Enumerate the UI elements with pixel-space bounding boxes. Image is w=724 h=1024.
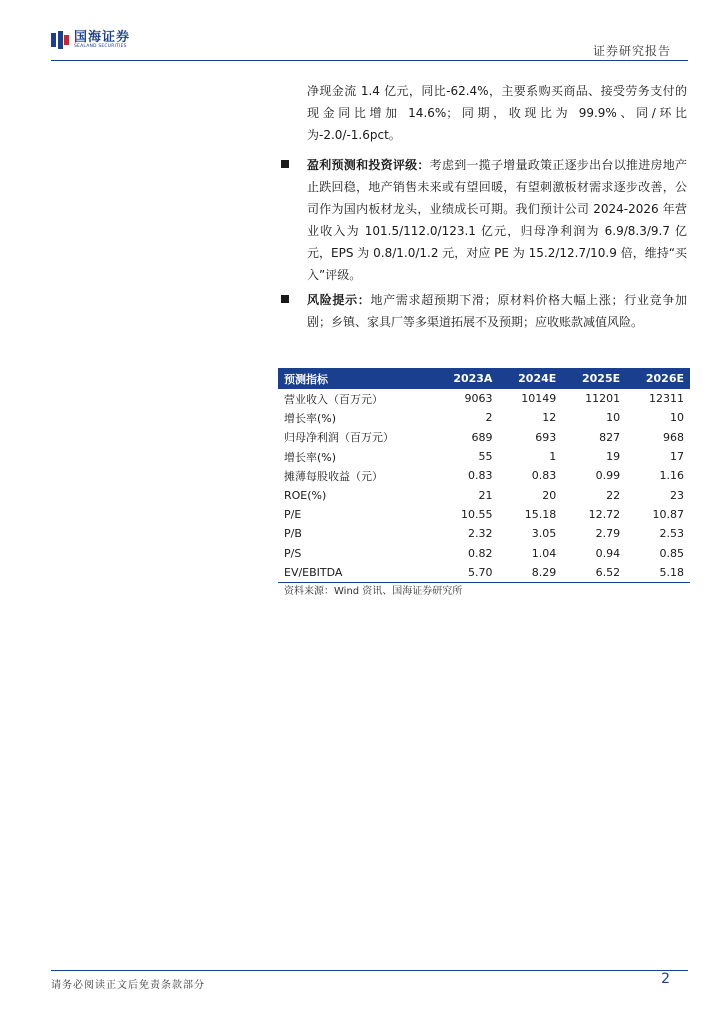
page-number: 2 <box>661 971 670 987</box>
table-cell: 0.82 <box>467 546 493 560</box>
table-cell: 营业收入（百万元） <box>284 392 383 406</box>
table-cell: 3.05 <box>531 527 557 541</box>
continued-paragraph: 净现金流 1.4 亿元，同比-62.4%，主要系购买商品、接受劳务支付的现金同比增加 14.6%；同期，收现比为 99.9%、同/环比为-2.0/-1.6pct。 <box>307 84 687 142</box>
table-source: 资料来源：Wind 资讯、国海证券研究所 <box>284 586 463 597</box>
table-row <box>278 524 690 543</box>
table-cell: 5.18 <box>626 563 690 583</box>
footer-divider <box>51 970 688 971</box>
table-cell: ROE(%) <box>284 488 327 502</box>
table-cell: P/B <box>284 527 302 541</box>
table-cell: 10 <box>606 411 621 425</box>
company-logo <box>51 31 130 50</box>
table-cell: 2 <box>485 411 493 425</box>
table-cell: 8.29 <box>498 563 562 583</box>
bullet-square-icon <box>281 160 289 168</box>
table-cell: 0.85 <box>659 546 684 560</box>
risk-body: 地产需求超预期下滑；原材料价格大幅上涨；行业竞争加剧；乡镇、家具厂等多渠道拓展不及预期；应收账款减值风险。 <box>307 293 687 329</box>
table-cell: 2.79 <box>595 527 621 541</box>
table-row <box>278 543 690 562</box>
table-cell: P/S <box>284 546 302 560</box>
table-cell: 693 <box>535 430 557 444</box>
risk-label: 风险提示： <box>307 293 371 307</box>
table-header-cell: 2026E <box>626 368 690 389</box>
table-cell: 15.18 <box>524 507 557 521</box>
page-header <box>0 0 724 62</box>
table-header-cell: 2023A <box>433 368 498 389</box>
forecast-body: 考虑到一揽子增量政策正逐步出台以推进房地产止跌回稳，地产销售未来或有望回暖，有望刺激板材需求逐步改善，公司作为国内板材龙头，业绩成长可期。我们预计公司 2024-2026 年营业收入为 101.5/112.0/123.1 亿元，归母净利润为 6.9/8.3/9.7 亿元，EPS 为 0.8/1.0/1.2 元，对应 PE 为 15.2/12.7/10.9 倍，维持“买入”评级。 <box>307 158 687 282</box>
table-row <box>278 428 690 447</box>
table-cell: 55 <box>478 450 493 464</box>
forecast-table <box>278 368 690 583</box>
table-cell: 2.53 <box>659 527 684 541</box>
table-cell: 5.70 <box>433 563 498 583</box>
header-divider <box>51 60 688 61</box>
table-header-row <box>278 368 690 389</box>
table-cell: 0.83 <box>467 469 493 483</box>
table-cell: 689 <box>471 430 493 444</box>
table-cell: 12 <box>542 411 557 425</box>
table-row <box>278 408 690 427</box>
table-cell: 12.72 <box>588 507 621 521</box>
table-row <box>278 466 690 485</box>
table-cell: 2.32 <box>467 527 493 541</box>
table-cell: 22 <box>606 488 621 502</box>
logo-name-en: SEALAND SECURITIES <box>74 44 127 49</box>
table-cell: 19 <box>606 450 621 464</box>
document-type: 证券研究报告 <box>592 44 671 58</box>
table-cell: 21 <box>478 488 493 502</box>
table-cell: 0.83 <box>531 469 557 483</box>
table-header-cell: 2024E <box>498 368 562 389</box>
table-cell: EV/EBITDA <box>278 563 433 583</box>
table-cell: 9063 <box>464 392 493 406</box>
table-row <box>278 485 690 504</box>
table-row <box>278 447 690 466</box>
table-header-cell: 预测指标 <box>278 368 433 389</box>
table-cell: 1 <box>549 450 557 464</box>
table-cell: 0.94 <box>595 546 621 560</box>
forecast-label: 盈利预测和投资评级： <box>307 158 430 172</box>
table-cell: 10149 <box>521 392 557 406</box>
table-cell: 11201 <box>585 392 621 406</box>
risk-section <box>281 289 687 333</box>
table-cell: P/E <box>284 507 302 521</box>
logo-name-cn: 国海证券 <box>74 30 131 45</box>
table-cell: 10.87 <box>652 507 684 521</box>
table-cell: 1.04 <box>531 546 557 560</box>
forecast-section <box>281 154 687 286</box>
table-cell: 23 <box>670 488 684 502</box>
table-cell: 827 <box>599 430 621 444</box>
table-cell: 17 <box>670 450 684 464</box>
disclaimer-note: 请务必阅读正文后免责条款部分 <box>51 980 205 991</box>
table-row <box>278 563 690 583</box>
table-row <box>278 389 690 408</box>
table-cell: 0.99 <box>595 469 621 483</box>
table-cell: 6.52 <box>562 563 626 583</box>
table-cell: 归母净利润（百万元） <box>284 431 394 445</box>
table-cell: 20 <box>542 488 557 502</box>
table-cell: 10.55 <box>460 507 493 521</box>
table-cell: 增长率(%) <box>284 411 337 425</box>
table-cell: 增长率(%) <box>284 450 337 464</box>
table-cell: 1.16 <box>659 469 684 483</box>
bullet-square-icon <box>281 295 289 303</box>
table-row <box>278 505 690 524</box>
table-cell: 摊薄每股收益（元） <box>284 469 383 483</box>
table-header-cell: 2025E <box>562 368 626 389</box>
table-cell: 10 <box>670 411 684 425</box>
table-cell: 968 <box>663 430 684 444</box>
logo-mark-icon <box>51 31 69 49</box>
table-cell: 12311 <box>649 392 684 406</box>
